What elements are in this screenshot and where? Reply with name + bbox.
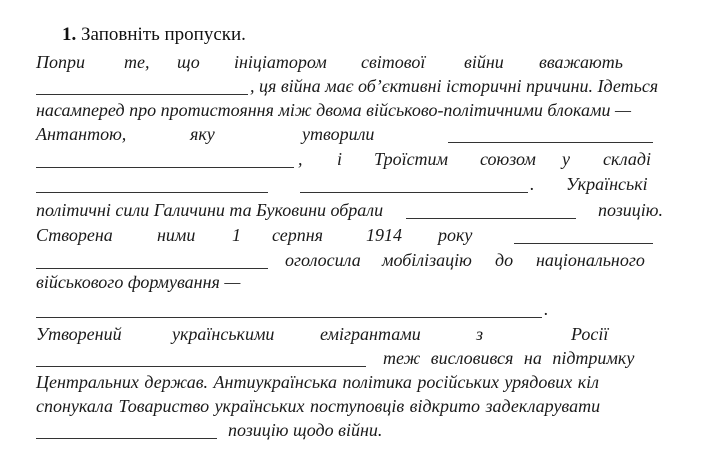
word: року (438, 225, 473, 245)
text-segment: , ця війна має об’єктивні історичні причини. Ідеться (250, 76, 659, 96)
word: Утворений (36, 324, 122, 344)
word: ініціатором (234, 52, 327, 72)
fill-blank-2[interactable] (448, 142, 653, 143)
text-line-15 (36, 394, 653, 418)
word: , (298, 149, 303, 169)
word: складі (603, 149, 651, 169)
word: з (476, 324, 484, 344)
text-line-10 (36, 270, 653, 294)
word: 1914 (366, 225, 402, 245)
word: союзом (480, 149, 536, 169)
word: війни (464, 52, 504, 72)
fill-blank-2-cont[interactable] (36, 167, 294, 168)
fill-blank-8[interactable] (36, 366, 366, 367)
text-line-2 (36, 74, 659, 98)
word: емігрантами (320, 324, 421, 344)
fill-blank-7[interactable] (36, 317, 542, 318)
word: позицію. (598, 200, 663, 220)
word: світової (361, 52, 426, 72)
word: українськими (172, 324, 275, 344)
word: Росії (571, 324, 609, 344)
word: утворили (302, 124, 375, 144)
text-line-16 (36, 418, 653, 442)
text-segment: політичні сили Галичини та Буковини обрали (36, 200, 384, 220)
fill-blank-3[interactable] (36, 192, 268, 193)
word: . (530, 174, 535, 194)
text-line-5 (36, 147, 653, 171)
text-segment: теж висловився на підтримку (383, 348, 635, 368)
word: . (544, 299, 549, 319)
text-line-12 (36, 322, 653, 346)
word: у (562, 149, 570, 169)
fill-blank-9[interactable] (36, 438, 217, 439)
fill-blank-5[interactable] (406, 218, 576, 219)
text-segment: насамперед про протистояння між двома військово-політичними блоками — (36, 100, 631, 120)
word: мобілізацію (382, 250, 472, 270)
word: серпня (272, 225, 324, 245)
text-line-7 (36, 198, 663, 222)
text-segment: позицію щодо війни. (228, 420, 383, 440)
word: оголосила (285, 250, 361, 270)
text-line-14 (36, 370, 653, 394)
word: і (337, 149, 343, 169)
word: яку (190, 124, 215, 144)
task-heading (62, 24, 246, 46)
text-segment: військового формування — (36, 272, 241, 292)
word: вважають (539, 52, 623, 72)
word: те, (124, 52, 150, 72)
text-line-6 (36, 172, 653, 196)
fill-blank-4[interactable] (300, 192, 528, 193)
text-line-8 (36, 223, 653, 247)
word: 1 (232, 225, 241, 245)
text-line-13 (36, 346, 653, 370)
word: Антантою, (36, 124, 127, 144)
word: Троїстим (374, 149, 449, 169)
task-title: Заповніть пропуски. (81, 24, 246, 45)
word: національного (536, 250, 645, 270)
word: що (177, 52, 200, 72)
fill-blank-6-cont[interactable] (36, 268, 268, 269)
word: Створена (36, 225, 113, 245)
text-line-1 (36, 50, 653, 74)
word: ними (157, 225, 196, 245)
text-line-9 (36, 248, 653, 272)
text-line-11 (36, 297, 653, 321)
text-line-3 (36, 98, 653, 122)
word: Українські (566, 174, 648, 194)
text-segment: Центральних держав. Антиукраїнська політика російських урядових кіл (36, 372, 599, 392)
fill-blank-6[interactable] (514, 243, 653, 244)
task-number: 1. (62, 24, 77, 45)
text-line-4 (36, 122, 653, 146)
fill-blank-1[interactable] (36, 94, 248, 95)
text-segment: спонукала Товариство українських поступовців відкрито задекларувати (36, 396, 601, 416)
word: до (495, 250, 514, 270)
word: Попри (36, 52, 85, 72)
